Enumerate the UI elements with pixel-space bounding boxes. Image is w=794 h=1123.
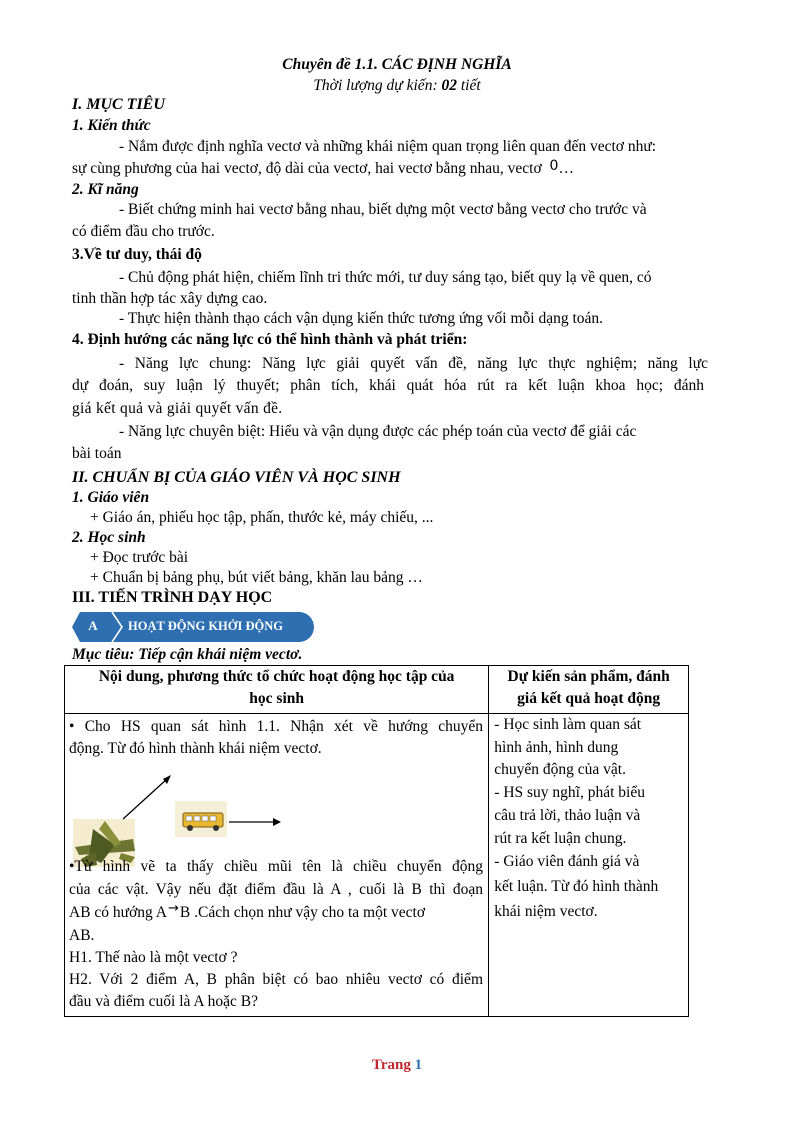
student-heading: 2. Học sinh xyxy=(72,529,146,546)
duration-prefix: Thời lượng dự kiến: xyxy=(313,77,442,94)
content-line-2: động. Từ đó hình thành khái niệm vectơ. xyxy=(69,740,322,757)
banner-letter: A xyxy=(88,618,98,633)
result-line-8: kết luận. Từ đó hình thành xyxy=(494,878,659,895)
result-line-9: khái niệm vectơ. xyxy=(494,903,598,920)
content-line-8: H2. Với 2 điểm A, B phân biệt có bao nhiêu vectơ có điểm xyxy=(69,971,483,988)
teacher-line: + Giáo án, phiếu học tập, phấn, thước kẻ, máy chiếu, ... xyxy=(90,509,434,526)
competence-line-2: dự đoán, suy luận lý thuyết; phân tích, khái quát hóa rút ra kết luận khoa học; đánh xyxy=(72,377,704,394)
bus-icon xyxy=(175,801,227,837)
competence-heading: 4. Định hướng các năng lực có thể hình thành và phát triển: xyxy=(72,331,468,348)
result-line-3: chuyển động của vật. xyxy=(494,761,626,778)
section-3-heading: III. TIẾN TRÌNH DẠY HỌC xyxy=(72,589,273,606)
content-line-5a: AB có hướng A xyxy=(69,904,167,921)
thinking-line-2: tinh thần hợp tác xây dựng cao. xyxy=(72,290,268,307)
zero-vector-symbol: 0 xyxy=(549,158,559,174)
table-header-result xyxy=(489,666,689,714)
page-footer xyxy=(0,1057,794,1074)
table-row xyxy=(65,714,689,1017)
content-line-7: H1. Thế nào là một vectơ ? xyxy=(69,949,238,966)
thinking-line-3: - Thực hiện thành thạo cách vận dụng kiến thức tương ứng vối mỗi dạng toán. xyxy=(119,310,604,327)
result-line-1: - Học sinh làm quan sát xyxy=(494,716,642,733)
duration-line xyxy=(0,76,794,96)
competence-line-1: - Năng lực chung: Năng lực giải quyết vấn đề, năng lực thực nghiệm; năng lực xyxy=(119,355,708,372)
activity-table xyxy=(64,665,689,1017)
skills-line-2: có điểm đầu cho trước. xyxy=(72,223,215,240)
skills-line-1: - Biết chứng minh hai vectơ bằng nhau, biết dựng một vectơ bằng vectơ cho trước và xyxy=(119,201,647,218)
arrow-right-icon: → xyxy=(167,901,179,916)
header-1-line-2: học sinh xyxy=(249,690,304,707)
section-2-heading: II. CHUẨN BỊ CỦA GIÁO VIÊN VÀ HỌC SINH xyxy=(72,469,401,486)
competence-line-4: - Năng lực chuyên biệt: Hiểu và vận dụng được các phép toán của vectơ để giải các xyxy=(119,423,637,440)
student-line-1: + Đọc trước bài xyxy=(90,549,189,566)
content-line-9: đầu và điểm cuối là A hoặc B? xyxy=(69,993,258,1010)
content-line-3: •Từ hình vẽ ta thấy chiều mũi tên là chiều chuyển động xyxy=(69,858,483,875)
content-line-5 xyxy=(69,903,425,924)
knowledge-line-2-text: sự cùng phương của hai vectơ, độ dài của vectơ, hai vectơ bằng nhau, vectơ xyxy=(72,160,542,177)
duration-value: 02 xyxy=(441,77,457,94)
competence-line-3: giá kết quả và giải quyết vấn đề. xyxy=(72,400,283,417)
header-2-line-2: giá kết quả hoạt động xyxy=(517,690,661,707)
section-1-heading: I. MỤC TIÊU xyxy=(72,96,165,113)
content-cell xyxy=(65,714,489,1017)
knowledge-line-1: - Nắm được định nghĩa vectơ và những khái niệm quan trọng liên quan đến vectơ như: xyxy=(119,138,657,155)
competence-line-5: bài toán xyxy=(72,445,122,462)
result-line-7: - Giáo viên đánh giá và xyxy=(494,853,640,870)
result-cell xyxy=(489,714,689,1017)
table-header-row xyxy=(65,666,689,714)
thinking-heading: 3.Về tư duy, thái độ xyxy=(72,246,202,263)
knowledge-line-2-end: … xyxy=(558,160,574,177)
content-line-5b: B .Cách chọn như vậy cho ta một vectơ xyxy=(179,904,426,921)
content-line-1: • Cho HS quan sát hình 1.1. Nhận xét về hướng chuyển xyxy=(69,718,483,735)
table-header-content xyxy=(65,666,489,714)
banner-label: HOẠT ĐỘNG KHỞI ĐỘNG xyxy=(128,619,283,633)
footer-label: Trang xyxy=(371,1057,411,1073)
knowledge-heading: 1. Kiến thức xyxy=(72,117,151,134)
header-1-line-1: Nội dung, phương thức tổ chức hoạt động học tập của xyxy=(98,668,455,685)
result-line-6: rút ra kết luận chung. xyxy=(494,830,627,847)
knowledge-line-2 xyxy=(72,159,574,179)
page-title: Chuyên đề 1.1. CÁC ĐỊNH NGHĨA xyxy=(282,56,512,73)
thinking-line-1: - Chủ động phát hiện, chiếm lĩnh tri thức mới, tư duy sáng tạo, biết quy lạ về quen, có xyxy=(119,269,652,286)
content-line-6: AB. xyxy=(69,927,95,944)
activity-banner xyxy=(72,612,314,642)
result-line-5: câu trả lời, thảo luận và xyxy=(494,807,641,824)
duration-suffix: tiết xyxy=(456,77,481,94)
header-2-line-1: Dự kiến sản phẩm, đánh xyxy=(507,668,670,685)
teacher-heading: 1. Giáo viên xyxy=(72,489,150,506)
result-line-4: - HS suy nghĩ, phát biểu xyxy=(494,784,645,801)
activity-objective: Mục tiêu: Tiếp cận khái niệm vectơ. xyxy=(72,646,303,663)
result-line-2: hình ảnh, hình dung xyxy=(494,739,619,756)
page-number: 1 xyxy=(414,1057,423,1073)
skills-heading: 2. Kĩ năng xyxy=(72,181,139,198)
content-line-4: của các vật. Vậy nếu đặt điểm đầu là A , cuối là B thì đoạn xyxy=(69,881,483,898)
student-line-2: + Chuẩn bị bảng phụ, bút viết bảng, khăn lau bảng … xyxy=(90,569,423,586)
